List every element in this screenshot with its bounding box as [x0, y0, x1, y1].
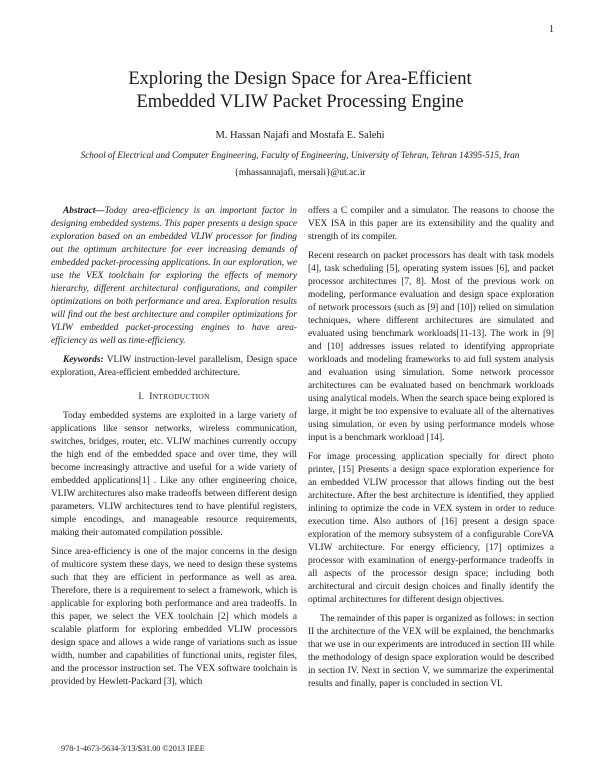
authors: M. Hassan Najafi and Mostafa E. Salehi: [215, 130, 385, 141]
paragraph: For image processing application specially for direct photo printer, [15] Presents a design space exploration experience for an embedded VLIW processor that allows finding out the best architecture. After the best architecture is identified, they applied inlining to optimize the code in VEX system in order to reduce execution time. Also authors of [16] present a design space exploration of the memory subsystem of a configurable CoreVA VLIW architecture. For energy efficiency, [17] optimizes a processor with examination of energy-performance tradeoffs in all aspects of the processor design space; including both architectural and circuit design choices and finally identify the optimal architectures for different design objectives.: [308, 452, 554, 605]
paragraph: Today embedded systems are exploited in a large variety of applications like sensor networks, wireless communication, switches, bridges, router, etc. VLIW machines currently occupy the high end of the embedded space and over time, they will become increasingly attractive and useful for a wide variety of embedded applications[1] . Like any other engineering choice, VLIW architectures also make tradeoffs between different design parameters. VLIW architectures tend to have plentiful registers, simple encodings, and manageable resource requirements, making their automated compilation possible.: [51, 411, 297, 538]
paper-title: [0, 68, 600, 114]
abstract: [51, 205, 297, 348]
keywords: [51, 354, 297, 380]
title-line-1: Exploring the Design Space for Area-Efficient: [128, 69, 472, 89]
section-heading-introduction: [51, 390, 297, 404]
section-numeral: I.: [138, 392, 145, 402]
abstract-text: Today area-efficiency is an important factor in designing embedded systems. This paper presents a design space exploration based on an embedded VLIW processor for finding out the optimum architecture for ever increasing demands of embedded packet-processing applications. In our exploration, we use the VEX toolchain for exploring the effects of memory hierarchy, different architectural configurations, and compiler optimizations on both performance and area. Exploration results will find out the best architecture and compiler optimizations for VLIW embedded packet-processing engines to have area-efficiency as well as time-efficiency.: [51, 206, 297, 346]
email: {mhassannajafi, mersali}@ut.ac.ir: [234, 168, 366, 178]
page-number: 1: [549, 24, 554, 35]
paragraph: offers a C compiler and a simulator. The reasons to choose the VEX ISA in this paper are its extensibility and the quality and strength of its compiler.: [308, 206, 554, 242]
section-first-letter: I: [149, 392, 153, 402]
copyright: 978-1-4673-5634-3/13/$31.00 ©2013 IEEE: [61, 744, 205, 753]
keywords-lead: Keywords:: [63, 355, 104, 365]
right-column: [308, 205, 554, 691]
abstract-lead: Abstract—: [63, 206, 105, 216]
paragraph: The remainder of this paper is organized as follows: in section II the architecture of the VEX will be explained, the benchmarks that we use in our experiments are introduced in section III while the methodology of design space exploration would be described in section IV. Next in section V, we summarize the experimental results and finally, paper is concluded in section VI.: [308, 614, 554, 689]
paragraph: Since area-efficiency is one of the major concerns in the design of multicore system these days, we need to design these systems such that they are efficient in performance as well as area. Therefore, there is a requirement to select a framework, which is applicable for exploring both performance and area tradeoffs. In this paper, we select the VEX toolchain [2] which models a scalable platform for exploring embedded VLIW processors design space and allows a wide range of variations such as issue width, number and capabilities of functional units, register files, and the processor instruction set. The VEX software toolchain is provided by Hewlett-Packard [3], which: [51, 547, 297, 687]
left-column: [51, 205, 297, 689]
affiliation: School of Electrical and Computer Engineering, Faculty of Engineering, University of Tehran, Tehran 14395-515, Iran: [80, 150, 520, 160]
paragraph: Recent research on packet processors has dealt with task models [4], task scheduling [5], operating system issues [6], and packet processor architectures [7, 8]. Most of the previous work on modeling, performance evaluation and design space exploration of network processors (such as [9] and [10]) relied on simulation techniques, where different architectures are simulated and evaluated using benchmark workloads[11-13]. The work in [9] and [10] addresses issues related to identifying appropriate workloads and modeling frameworks to aid full system analysis and evaluation using simulation. Some network processor architectures can be evaluated based on benchmark workloads using analytical models. When the search space being explored is large, it might be too expensive to evaluate all of the alternatives using simulation, or even by using performance models whose input is a benchmark workload [14].: [308, 251, 554, 443]
keywords-text: VLIW instruction-level parallelism, Design space exploration, Area-efficient embedded architecture.: [51, 355, 297, 378]
section-rest: NTRODUCTION: [152, 392, 210, 401]
title-line-2: Embedded VLIW Packet Processing Engine: [136, 92, 464, 112]
